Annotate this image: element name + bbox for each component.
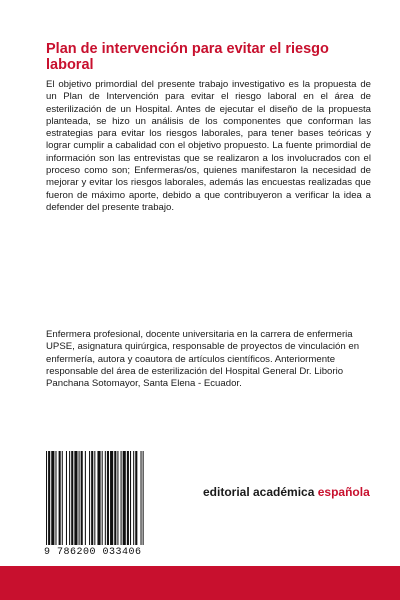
- book-description: El objetivo primordial del presente trabajo investigativo es la propuesta de un Plan de Intervención para evitar el riesgo laboral en el área de esterilización de un Hospital. Antes de ejecutar el diseño de la propuesta planteada, se hizo un análisis de los componentes que conforman las estrategias para evitar los riesgos laborales, para tener bases teóricas y lograr cumplir a cabalidad con el objetivo propuesto. La fuente primordial de información son las entrevistas que se realizaron a los involucrados con el proceso como son; Enfermeras/os, quienes manifestaron la necesidad de mejorar y evitar los riesgos laborales, además las encuestas realizadas que fueron de máximo aporte, debido a que contribuyeron a verificar la idea a defender del presente trabajo.: [46, 79, 371, 213]
- author-bio: Enfermera profesional, docente universitaria en la carrera de enfermeria UPSE, asignatura quirúrgica, responsable de proyectos de vinculación en enfermería, autora y coautora de artículos científicos. Anteriormente responsable del área de esterilización del Hospital General Dr. Liborio Panchana Sotomayor, Santa Elena - Ecuador.: [46, 329, 360, 390]
- publisher-name: [203, 485, 370, 499]
- bottom-color-band: [0, 566, 400, 600]
- barcode-icon: [44, 451, 192, 547]
- isbn-number: 9 786200 033406: [44, 547, 142, 558]
- publisher-name-part2: española: [317, 485, 370, 499]
- isbn-barcode: [44, 451, 192, 563]
- book-title: Plan de intervención para evitar el riesgo laboral: [46, 41, 329, 73]
- publisher-name-part1: editorial académica: [203, 485, 318, 499]
